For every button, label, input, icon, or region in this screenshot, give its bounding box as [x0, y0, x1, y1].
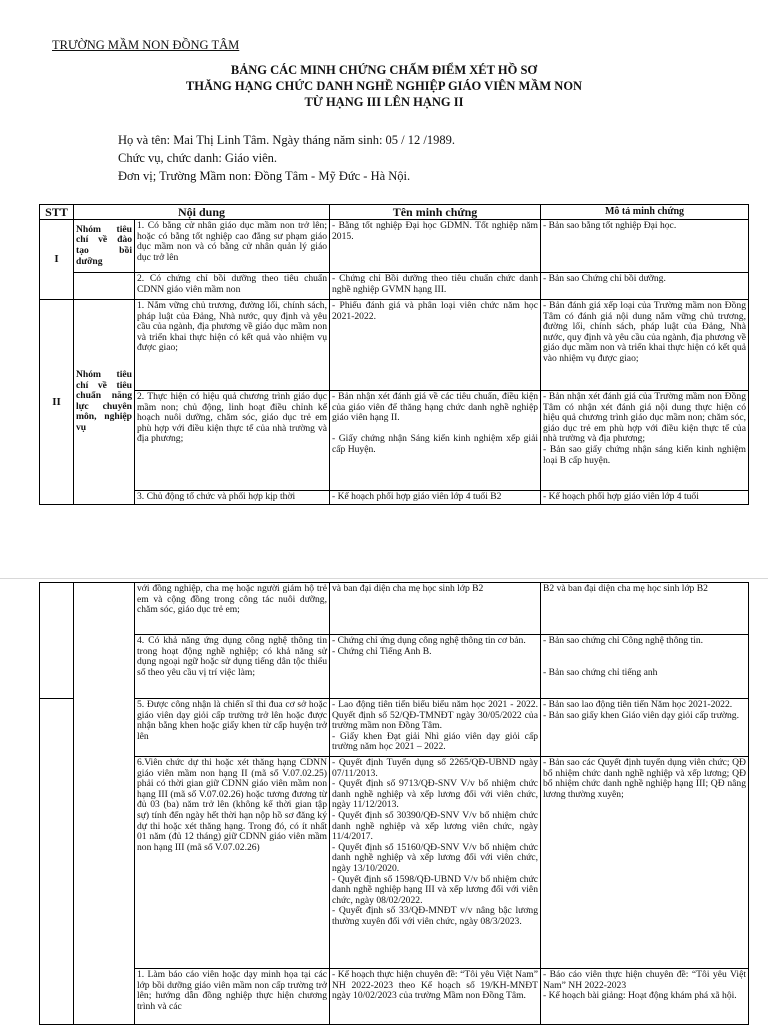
- title-line-3: TỪ HẠNG III LÊN HẠNG II: [304, 95, 464, 109]
- group-blank: [74, 583, 135, 1025]
- header-evidence: Tên minh chứng: [330, 205, 541, 220]
- personal-info: [118, 131, 455, 185]
- header-stt: STT: [40, 205, 74, 220]
- row-evidence: - Bằng tốt nghiệp Đại học GDMN. Tốt nghiệp năm 2015.: [330, 220, 541, 273]
- table-row: [40, 300, 749, 391]
- table-row: [40, 635, 749, 699]
- row-description: - Bản đánh giá xếp loại của Trường mầm non Đồng Tâm có đánh giá nội dung nắm vững chủ trương, đường lối, chính sách, pháp luật của Đảng, Nhà nước, quy định và yêu cầu của ngành, địa phương về giáo dục mầm non và triển khai thực hiện có kết quả vào nhiệm vụ được giao;: [541, 300, 749, 391]
- row-description: - Bản sao bằng tốt nghiệp Đại học.: [541, 220, 749, 273]
- stt-blank-2: [40, 699, 74, 1025]
- table-row: [40, 491, 749, 505]
- document-page-2: [0, 578, 768, 1025]
- row-description: - Bản sao các Quyết định tuyển dụng viên chức; QĐ bổ nhiệm chức danh nghề nghiệp và xếp lương; QĐ bổ nhiệm chức danh nghề nghiệp hạng III; QĐ nâng lương thường xuyên;: [541, 757, 749, 969]
- info-name-dob: Họ và tên: Mai Thị Linh Tâm. Ngày tháng năm sinh: 05 / 12 /1989.: [118, 133, 455, 147]
- table-row: [40, 969, 749, 1025]
- group-2-stt: II: [40, 300, 74, 505]
- row-evidence: và ban đại diện cha mẹ học sinh lớp B2: [330, 583, 541, 635]
- school-name: TRƯỜNG MẦM NON ĐỒNG TÂM: [52, 38, 240, 52]
- table-row: [40, 699, 749, 757]
- row-evidence: - Chứng chỉ ứng dụng công nghệ thông tin cơ bản. - Chứng chỉ Tiếng Anh B.: [330, 635, 541, 699]
- row-description: B2 và ban đại diện cha mẹ học sinh lớp B2: [541, 583, 749, 635]
- header-content: Nội dung: [74, 205, 330, 220]
- row-content: 2. Có chứng chỉ bồi dưỡng theo tiêu chuẩn CDNN giáo viên mầm non: [135, 273, 330, 300]
- row-description: - Bản sao chứng chỉ Công nghệ thông tin. - Bản sao chứng chỉ tiếng anh: [541, 635, 749, 699]
- row-evidence: - Quyết định Tuyển dụng số 2265/QĐ-UBND ngày 07/11/2013. - Quyết định số 9713/QĐ-SNV V/v bổ nhiệm chức danh nghề nghiệp và xếp lương đối với viên chức, ngày 11/12/2013. - Quyết định số 30390/QĐ-SNV V/v bổ nhiệm chức danh nghề nghiệp và xếp lương viên chức, ngày 11/4/2017. - Quyết định số 15160/QĐ-SNV V/v bổ nhiệm chức danh nghề nghiệp và xếp lương đối với viên chức, ngày 13/10/2020. - Quyết định số 1598/QĐ-UBND V/v bổ nhiệm chức danh nghề nghiệp hạng III và xếp lương đối với viên chức, ngày 08/02/2022. - Quyết định số 33/QĐ-MNĐT v/v nâng bậc lương thường xuyên đối với viên chức, ngày 08/3/2023.: [330, 757, 541, 969]
- row-content: 1. Làm báo cáo viên hoặc dạy minh họa tại các lớp bồi dưỡng giáo viên mầm non cấp trường trở lên; hướng dẫn đồng nghiệp thực hiện chương trình và các: [135, 969, 330, 1025]
- row-description: - Bản nhận xét đánh giá của Trường mầm non Đồng Tâm có nhận xét đánh giá nội dung thực hiện có hiệu quả chương trình giáo dục mầm non; chăm sóc, giáo dục trẻ em phù hợp với điều kiện thực tế của nhà trường và địa phương; - Bản sao giấy chứng nhận sáng kiến kinh nghiệm loại B cấp huyện.: [541, 391, 749, 491]
- table-row: [40, 220, 749, 273]
- evidence-table: [39, 204, 749, 505]
- table-row: [40, 273, 749, 300]
- row-content: 2. Thực hiện có hiệu quả chương trình giáo dục mầm non; chủ động, linh hoạt điều chỉnh kế hoạch nuôi dưỡng, chăm sóc, giáo dục trẻ em phù hợp với điều kiện thực tế của nhà trường và địa phương;: [135, 391, 330, 491]
- info-position: Chức vụ, chức danh: Giáo viên.: [118, 151, 277, 165]
- group-1-stt: I: [40, 220, 74, 300]
- document-title: [0, 62, 768, 110]
- group-1-name-cont: [74, 273, 135, 300]
- title-line-2: THĂNG HẠNG CHỨC DANH NGHỀ NGHIỆP GIÁO VIÊN MẦM NON: [185, 79, 583, 93]
- row-evidence: - Bản nhận xét đánh giá về các tiêu chuẩn, điều kiện của giáo viên để thăng hạng chức danh nghề nghiệp giáo viên hạng II. - Giấy chứng nhận Sáng kiến kinh nghiệm xếp giải cấp Huyện.: [330, 391, 541, 491]
- header-description: Mô tả minh chứng: [541, 205, 749, 220]
- row-content: 1. Có bằng cử nhân giáo dục mầm non trở lên; hoặc có bằng tốt nghiệp cao đẳng sư phạm giáo dục mầm non và có bằng cử nhân quản lý giáo dục trở lên: [135, 220, 330, 273]
- row-evidence: - Phiếu đánh giá và phân loại viên chức năm học 2021-2022.: [330, 300, 541, 391]
- row-content: 1. Nắm vững chủ trương, đường lối, chính sách, pháp luật của Đảng, Nhà nước, quy định và yêu cầu của ngành, địa phương về giáo dục mầm non và triển khai thực hiện có kết quả vào nhiệm vụ được giao;: [135, 300, 330, 391]
- title-line-1: BẢNG CÁC MINH CHỨNG CHẤM ĐIỂM XÉT HỒ SƠ: [230, 63, 538, 77]
- row-evidence: - Lao động tiên tiến biểu biểu năm học 2021 - 2022. Quyết định số 52/QĐ-TMNĐT ngày 30/05/2022 của trường mầm non Đồng Tâm. - Giấy khen Đạt giải Nhì giáo viên dạy giỏi cấp trường năm học 2021 – 2022.: [330, 699, 541, 757]
- table-header-row: [40, 205, 749, 220]
- row-content: 6.Viên chức dự thi hoặc xét thăng hạng CDNN giáo viên mầm non hạng II (mã số V.07.02.25) phải có thời gian giữ CDNN giáo viên mầm non hạng III (mã số V.07.02.26) hoặc tương đương từ đủ 03 (ba) năm trở lên (không kể thời gian tập sự) tính đến ngày hết thời hạn nộp hồ sơ đăng ký dự thi hoặc xét thăng hạng. Trong đó, có ít nhất 01 năm (đủ 12 tháng) giữ CDNN giáo viên mầm non hạng III (mã số V.07.02.26): [135, 757, 330, 969]
- row-content: với đồng nghiệp, cha mẹ hoặc người giám hộ trẻ em và cộng đồng trong công tác nuôi dưỡng, chăm sóc, giáo dục trẻ em;: [135, 583, 330, 635]
- row-evidence: - Chứng chỉ Bồi dưỡng theo tiêu chuẩn chức danh nghề nghiệp GVMN hạng III.: [330, 273, 541, 300]
- evidence-table-continued: [39, 582, 749, 1025]
- table-row: [40, 583, 749, 635]
- row-description: - Kế hoạch phối hợp giáo viên lớp 4 tuổi: [541, 491, 749, 505]
- group-1-name: Nhóm tiêu chí về đào tạo bồi dưỡng: [74, 220, 135, 273]
- stt-blank: [40, 583, 74, 699]
- row-description: - Bản sao Chứng chỉ bồi dưỡng.: [541, 273, 749, 300]
- table-row: [40, 757, 749, 969]
- row-content: 3. Chủ động tổ chức và phối hợp kịp thời: [135, 491, 330, 505]
- row-evidence: - Kế hoạch phối hợp giáo viên lớp 4 tuổi B2: [330, 491, 541, 505]
- info-unit: Đơn vị; Trường Mầm non: Đồng Tâm - Mỹ Đức - Hà Nội.: [118, 169, 411, 183]
- row-evidence: - Kế hoạch thực hiện chuyên đề: “Tôi yêu Việt Nam” NH 2022-2023 theo Kế hoạch số 19/KH-MNĐT ngày 10/02/2023 của trường Mầm non Đồng Tâm.: [330, 969, 541, 1025]
- group-2-name: Nhóm tiêu chí về tiêu chuẩn năng lực chuyên môn, nghiệp vụ: [74, 300, 135, 505]
- row-description: - Báo cáo viên thực hiện chuyên đề: “Tôi yêu Việt Nam” NH 2022-2023 - Kế hoạch bài giảng: Hoạt động khám phá xã hội.: [541, 969, 749, 1025]
- row-description: - Bản sao lao động tiên tiến Năm học 2021-2022. - Bản sao giấy khen Giáo viên dạy giỏi cấp trường.: [541, 699, 749, 757]
- row-content: 5. Được công nhận là chiến sĩ thi đua cơ sở hoặc giáo viên dạy giỏi cấp trường trở lên hoặc được nhận bằng khen hoặc giấy khen từ cấp huyện trở lên: [135, 699, 330, 757]
- row-content: 4. Có khả năng ứng dụng công nghệ thông tin trong hoạt động nghề nghiệp; có khả năng sử dụng ngoại ngữ hoặc sử dụng tiếng dân tộc thiểu số theo yêu cầu vị trí việc làm;: [135, 635, 330, 699]
- table-row: [40, 391, 749, 491]
